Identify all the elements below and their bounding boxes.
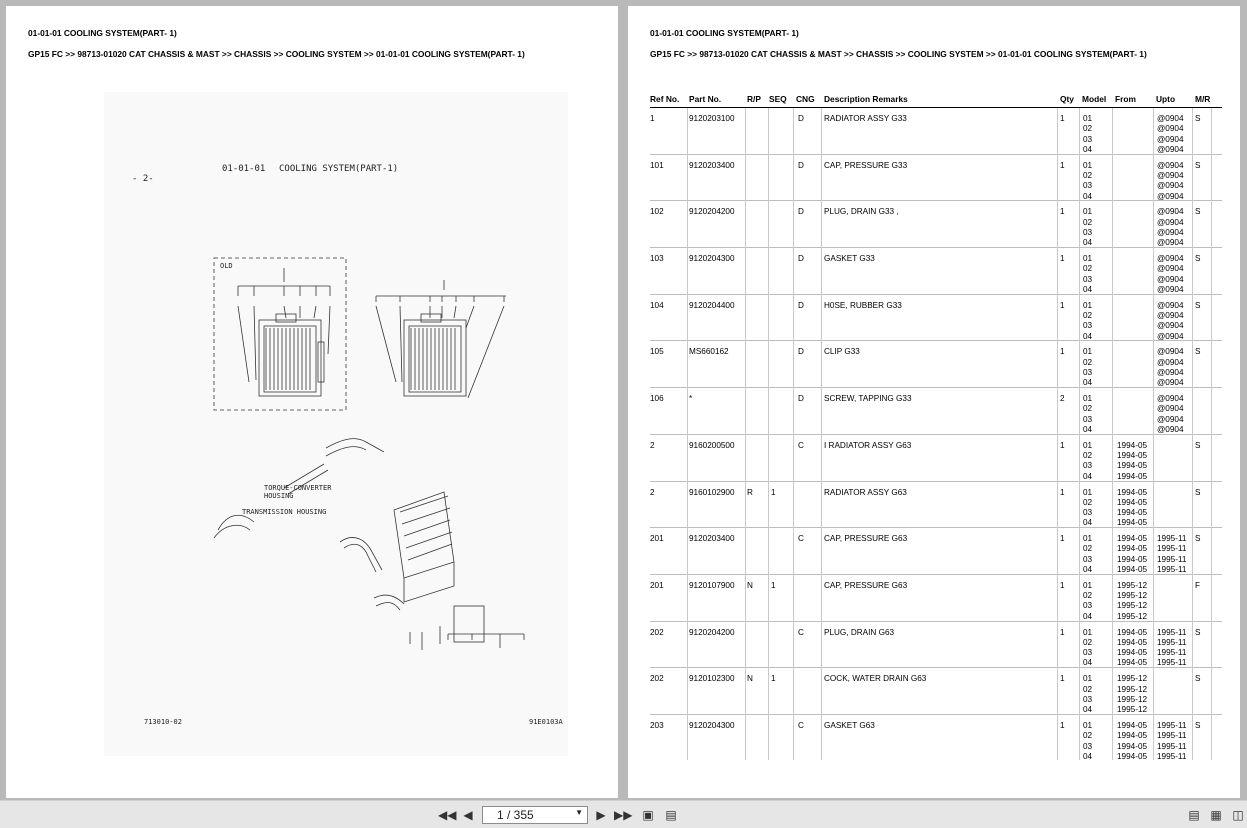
note-torque-converter: TORQUE-CONVERTER xyxy=(264,484,332,492)
cell-mr: S xyxy=(1195,254,1201,264)
cell-description: CLIP G33 xyxy=(824,347,860,357)
old-label: OLD xyxy=(220,262,233,270)
cell-description: RADIATOR ASSY G33 xyxy=(824,114,907,123)
cell-qty: 1 xyxy=(1060,627,1065,637)
col-seq: SEQ xyxy=(769,94,787,104)
table-row xyxy=(650,388,1222,435)
table-row xyxy=(650,108,1222,155)
table-row xyxy=(650,482,1222,529)
right-page xyxy=(628,6,1240,798)
cell-ref-no: 202 xyxy=(650,674,664,684)
col-qty: Qty xyxy=(1060,94,1074,104)
cell-mr: S xyxy=(1195,674,1201,684)
cell-from: 1994-05 1994-05 1994-05 1994-05 xyxy=(1117,440,1148,481)
cell-mr: S xyxy=(1195,160,1201,170)
cell-upto: @0904 @0904 @0904 @0904 xyxy=(1157,300,1184,341)
cell-cng: D xyxy=(798,347,804,357)
cell-ref-no: 106 xyxy=(650,394,664,404)
cell-part-no: 9120203400 xyxy=(689,534,735,544)
cell-upto: @0904 @0904 @0904 @0904 xyxy=(1157,254,1184,294)
continuous-icon[interactable]: ▦ xyxy=(1210,808,1222,822)
cell-qty: 1 xyxy=(1060,534,1065,544)
cell-upto: 1995-11 1995-11 1995-11 1995-11 xyxy=(1157,720,1187,760)
single-page-icon[interactable]: ▤ xyxy=(1188,808,1200,822)
cell-description: COCK, WATER DRAIN G63 xyxy=(824,674,927,684)
cell-model: 01 02 03 04 xyxy=(1083,347,1093,388)
col-model: Model xyxy=(1082,94,1107,104)
cell-ref-no: 203 xyxy=(650,720,664,730)
dropdown-arrow-icon: ▼ xyxy=(575,808,583,817)
cell-part-no: 9120102300 xyxy=(689,674,735,684)
cell-mr: S xyxy=(1195,347,1201,357)
page-number-select[interactable] xyxy=(482,806,588,824)
cell-ref-no: 104 xyxy=(650,300,664,310)
cell-rp: N xyxy=(747,674,753,684)
cell-from: 1994-05 1994-05 1994-05 1994-05 xyxy=(1117,720,1148,760)
cell-part-no: 9120204300 xyxy=(689,720,735,730)
fit-page-icon[interactable]: ▣ xyxy=(642,808,654,822)
col-ref-no: Ref No. xyxy=(650,94,680,104)
cell-mr: S xyxy=(1195,440,1201,450)
cell-upto: @0904 @0904 @0904 @0904 xyxy=(1157,160,1184,201)
cell-cng: D xyxy=(798,394,804,404)
cell-ref-no: 102 xyxy=(650,207,664,217)
cell-mr: S xyxy=(1195,114,1201,123)
cell-model: 01 02 03 04 xyxy=(1083,160,1093,201)
diagram-footer-left: 713010-02 xyxy=(144,718,182,726)
cell-upto: @0904 @0904 @0904 @0904 xyxy=(1157,347,1184,388)
col-cng: CNG xyxy=(796,94,815,104)
cell-ref-no: 2 xyxy=(650,487,655,497)
cell-cng: D xyxy=(798,114,804,123)
cell-description: H0SE, RUBBER G33 xyxy=(824,300,902,310)
cell-from: 1994-05 1994-05 1994-05 1994-05 xyxy=(1117,627,1148,668)
cell-description: SCREW, TAPPING G33 xyxy=(824,394,912,404)
cell-rp: N xyxy=(747,580,753,590)
col-from: From xyxy=(1115,94,1136,104)
cell-cng: C xyxy=(798,534,804,544)
table-row xyxy=(650,622,1222,669)
cell-model: 01 02 03 04 xyxy=(1083,720,1093,760)
cell-from: 1995-12 1995-12 1995-12 1995-12 xyxy=(1117,580,1148,621)
table-row xyxy=(650,575,1222,622)
cell-ref-no: 103 xyxy=(650,254,664,264)
cell-cng: D xyxy=(798,160,804,170)
note-transmission: TRANSMISSION HOUSING xyxy=(242,508,327,516)
breadcrumb: GP15 FC >> 98713-01020 CAT CHASSIS & MAST >> CHASSIS >> COOLING SYSTEM >> 01-01-01 COOLING SYSTEM(PART- 1) xyxy=(650,49,1147,59)
cell-cng: D xyxy=(798,300,804,310)
cell-qty: 1 xyxy=(1060,674,1065,684)
cell-mr: S xyxy=(1195,627,1201,637)
cell-cng: D xyxy=(798,207,804,217)
cell-description: GASKET G63 xyxy=(824,720,875,730)
cell-qty: 1 xyxy=(1060,207,1065,217)
cell-description: GASKET G33 xyxy=(824,254,875,264)
cell-qty: 2 xyxy=(1060,394,1065,404)
left-page xyxy=(6,6,618,798)
cell-qty: 1 xyxy=(1060,720,1065,730)
cell-description: RADIATOR ASSY G63 xyxy=(824,487,907,497)
cell-seq: 1 xyxy=(771,580,776,590)
cell-ref-no: 201 xyxy=(650,580,664,590)
cell-qty: 1 xyxy=(1060,300,1065,310)
col-rp: R/P xyxy=(747,94,761,104)
cell-description: I RADIATOR ASSY G63 xyxy=(824,440,912,450)
page-title: 01-01-01 COOLING SYSTEM(PART- 1) xyxy=(28,28,177,38)
cell-qty: 1 xyxy=(1060,254,1065,264)
cell-from: 1994-05 1994-05 1994-05 1994-05 xyxy=(1117,534,1148,575)
cell-description: CAP, PRESSURE G33 xyxy=(824,160,908,170)
cell-model: 01 02 03 04 xyxy=(1083,487,1093,528)
two-page-icon[interactable]: ◫ xyxy=(1232,808,1244,822)
table-row xyxy=(650,295,1222,342)
col-description: Description Remarks xyxy=(824,94,908,104)
table-row xyxy=(650,341,1222,388)
cell-part-no: * xyxy=(689,394,693,404)
next-page-icon[interactable]: ▶ xyxy=(596,808,606,822)
cell-model: 01 02 03 04 xyxy=(1083,207,1093,248)
cell-model: 01 02 03 04 xyxy=(1083,534,1093,575)
cell-model: 01 02 03 04 xyxy=(1083,674,1093,715)
cell-ref-no: 202 xyxy=(650,627,664,637)
cell-upto: 1995-11 1995-11 1995-11 1995-11 xyxy=(1157,534,1187,575)
cell-part-no: 9120203100 xyxy=(689,114,735,123)
diagram-footer-right: 91E0103A xyxy=(529,718,563,726)
first-page-icon[interactable]: ◀◀ xyxy=(438,808,457,822)
note-housing: HOUSING xyxy=(264,492,294,500)
cell-part-no: MS660162 xyxy=(689,347,729,357)
cell-upto: @0904 @0904 @0904 @0904 xyxy=(1157,114,1184,154)
cell-from: 1994-05 1994-05 1994-05 1994-05 xyxy=(1117,487,1148,528)
parts-table xyxy=(650,94,1222,760)
cell-qty: 1 xyxy=(1060,347,1065,357)
prev-page-icon[interactable]: ◀ xyxy=(463,808,473,822)
cell-cng: C xyxy=(798,440,804,450)
cell-qty: 1 xyxy=(1060,114,1065,123)
table-header xyxy=(650,94,1222,108)
diagram-drawing xyxy=(104,92,568,756)
cell-description: PLUG, DRAIN G33 , xyxy=(824,207,899,217)
table-row xyxy=(650,715,1222,760)
cell-ref-no: 1 xyxy=(650,114,655,123)
cell-seq: 1 xyxy=(771,674,776,684)
cell-mr: F xyxy=(1195,580,1201,590)
cell-cng: C xyxy=(798,720,804,730)
cell-mr: S xyxy=(1195,720,1201,730)
diagram-header-code: 01-01-01 xyxy=(222,164,266,174)
cell-description: CAP, PRESSURE G63 xyxy=(824,580,908,590)
cell-part-no: 9120204400 xyxy=(689,300,735,310)
cell-from: 1995-12 1995-12 1995-12 1995-12 xyxy=(1117,674,1148,715)
table-row xyxy=(650,201,1222,248)
diagram-page-mark: - 2- xyxy=(132,174,154,184)
cell-mr: S xyxy=(1195,534,1201,544)
table-row xyxy=(650,248,1222,295)
cell-ref-no: 101 xyxy=(650,160,664,170)
table-row xyxy=(650,435,1222,482)
cell-part-no: 9160102900 xyxy=(689,487,735,497)
cell-part-no: 9160200500 xyxy=(689,440,735,450)
cell-model: 01 02 03 04 xyxy=(1083,300,1093,341)
cell-rp: R xyxy=(747,487,753,497)
cell-model: 01 02 03 04 xyxy=(1083,440,1093,481)
table-row xyxy=(650,155,1222,202)
cell-qty: 1 xyxy=(1060,440,1065,450)
cell-model: 01 02 03 04 xyxy=(1083,394,1093,435)
cell-part-no: 9120107900 xyxy=(689,580,735,590)
cell-description: PLUG, DRAIN G63 xyxy=(824,627,895,637)
page-indicator: 1 / 355 xyxy=(497,808,534,822)
cell-ref-no: 2 xyxy=(650,440,655,450)
cell-model: 01 02 03 04 xyxy=(1083,114,1093,154)
cell-model: 01 02 03 04 xyxy=(1083,627,1093,668)
table-row xyxy=(650,528,1222,575)
cell-part-no: 9120204300 xyxy=(689,254,735,264)
col-part-no: Part No. xyxy=(689,94,722,104)
cell-mr: S xyxy=(1195,487,1201,497)
cell-qty: 1 xyxy=(1060,487,1065,497)
cell-upto: @0904 @0904 @0904 @0904 xyxy=(1157,207,1184,248)
cell-ref-no: 201 xyxy=(650,534,664,544)
col-upto: Upto xyxy=(1156,94,1176,104)
table-body xyxy=(650,108,1222,760)
navigation-toolbar xyxy=(0,800,1247,828)
cell-cng: C xyxy=(798,627,804,637)
cell-upto: 1995-11 1995-11 1995-11 1995-11 xyxy=(1157,627,1187,668)
fit-width-icon[interactable]: ▤ xyxy=(665,808,677,822)
cell-qty: 1 xyxy=(1060,580,1065,590)
table-row xyxy=(650,668,1222,715)
cell-qty: 1 xyxy=(1060,160,1065,170)
cell-description: CAP, PRESSURE G63 xyxy=(824,534,908,544)
exploded-diagram xyxy=(104,92,568,756)
cell-model: 01 02 03 04 xyxy=(1083,580,1093,621)
diagram-header-title: COOLING SYSTEM(PART-1) xyxy=(279,164,399,174)
cell-mr: S xyxy=(1195,300,1201,310)
cell-seq: 1 xyxy=(771,487,776,497)
cell-cng: D xyxy=(798,254,804,264)
cell-part-no: 9120204200 xyxy=(689,627,735,637)
cell-model: 01 02 03 04 xyxy=(1083,254,1093,294)
cell-mr: S xyxy=(1195,207,1201,217)
cell-part-no: 9120204200 xyxy=(689,207,735,217)
last-page-icon[interactable]: ▶▶ xyxy=(614,808,633,822)
cell-part-no: 9120203400 xyxy=(689,160,735,170)
col-mr: M/R xyxy=(1195,94,1211,104)
cell-ref-no: 105 xyxy=(650,347,664,357)
breadcrumb: GP15 FC >> 98713-01020 CAT CHASSIS & MAST >> CHASSIS >> COOLING SYSTEM >> 01-01-01 COOLING SYSTEM(PART- 1) xyxy=(28,49,525,59)
page-title: 01-01-01 COOLING SYSTEM(PART- 1) xyxy=(650,28,799,38)
cell-upto: @0904 @0904 @0904 @0904 xyxy=(1157,394,1184,435)
